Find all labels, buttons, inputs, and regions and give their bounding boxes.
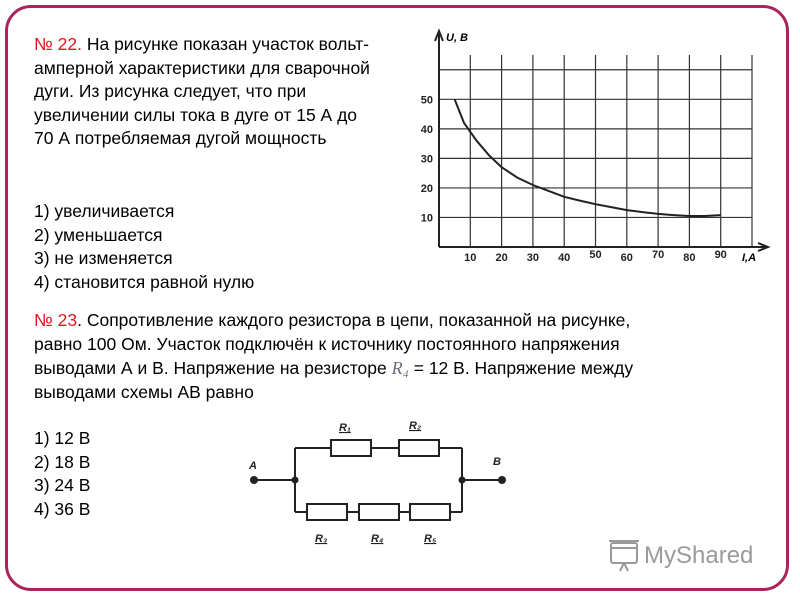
resistor-r4-label: R₄	[371, 533, 384, 545]
q23-options	[34, 427, 90, 521]
q23-line-4: выводами схемы АВ равно	[34, 382, 254, 402]
q23-line-2: равно 100 Ом. Участок подключён к источнику постоянного напряжения	[34, 334, 620, 354]
resistor-r5-label: R₅	[424, 533, 437, 545]
chart-ticks	[421, 94, 727, 264]
q22-options	[34, 200, 254, 294]
y-tick-label: 10	[420, 212, 433, 225]
q22-text	[34, 33, 429, 151]
junction-right	[459, 477, 466, 484]
y-axis-label: U, В	[446, 32, 468, 44]
q22-option-2[interactable]: 2) уменьшается	[34, 224, 163, 245]
q22-line-1: На рисунке показан участок вольт-	[86, 34, 369, 54]
resistor-r1	[331, 440, 371, 456]
q22-number: № 22.	[34, 34, 82, 54]
q22-option-4[interactable]: 4) становится равной нулю	[34, 271, 255, 292]
resistor-r2	[399, 440, 439, 456]
resistor-r4	[359, 504, 399, 520]
q22-option-3[interactable]: 3) не изменяется	[34, 248, 173, 268]
x-tick-label: 90	[714, 249, 727, 261]
q22-line-2: амперной характеристики для сварочной	[34, 57, 370, 78]
terminal-a-node	[250, 476, 258, 484]
q22-line-4: увеличении силы тока в дуге от 15 А до	[34, 104, 358, 125]
watermark-text: MyShared	[644, 542, 754, 569]
q23-option-1[interactable]: 1) 12 В	[34, 428, 91, 448]
q22-line-5: 70 А потребляемая дугой мощность	[34, 128, 327, 148]
q23-line-3a: выводами А и В. Напряжение на резисторе	[34, 358, 392, 378]
vi-characteristic-chart	[400, 25, 775, 275]
q22-option-1[interactable]: 1) увеличивается	[34, 201, 175, 221]
resistor-r3-label: R₃	[315, 533, 328, 545]
x-tick-label: 30	[526, 252, 540, 264]
q23-line-1: . Сопротивление каждого резистора в цепи, показанной на рисунке,	[77, 310, 631, 330]
x-axis-label: I,А	[742, 252, 757, 264]
y-tick-label: 50	[420, 94, 433, 107]
terminal-b-node	[498, 476, 506, 484]
y-tick-label: 20	[420, 182, 433, 195]
watermark	[608, 537, 768, 573]
q23-option-4[interactable]: 4) 36 В	[34, 498, 91, 519]
circuit-diagram	[240, 410, 520, 550]
q22-line-3: дуги. Из рисунка следует, что при	[34, 81, 307, 101]
x-tick-label: 20	[495, 252, 508, 264]
x-tick-label: 50	[589, 249, 602, 261]
junction-left	[292, 477, 299, 484]
presentation-icon	[608, 537, 768, 573]
y-tick-label: 30	[420, 153, 433, 166]
q23-line-3b: = 12 В. Напряжение между	[408, 358, 634, 378]
chart-series-curve	[455, 99, 721, 216]
terminal-b-label: B	[493, 456, 501, 468]
resistor-r5	[410, 504, 450, 520]
resistor-r2-label: R₂	[409, 420, 422, 432]
q23-option-3[interactable]: 3) 24 В	[34, 475, 91, 495]
q23-option-2[interactable]: 2) 18 В	[34, 451, 91, 472]
resistor-r3	[307, 504, 347, 520]
q23-text	[34, 308, 754, 404]
x-tick-label: 40	[558, 252, 571, 264]
resistor-r1-label: R₁	[339, 422, 351, 434]
x-tick-label: 80	[683, 252, 696, 264]
x-tick-label: 10	[464, 252, 477, 264]
x-tick-label: 60	[620, 252, 633, 264]
terminal-a-label: A	[249, 460, 257, 472]
y-tick-label: 40	[420, 123, 433, 136]
q23-number: № 23	[34, 310, 78, 330]
q23-resistor-r4-ref: R₄	[391, 358, 409, 378]
x-tick-label: 70	[651, 249, 665, 261]
